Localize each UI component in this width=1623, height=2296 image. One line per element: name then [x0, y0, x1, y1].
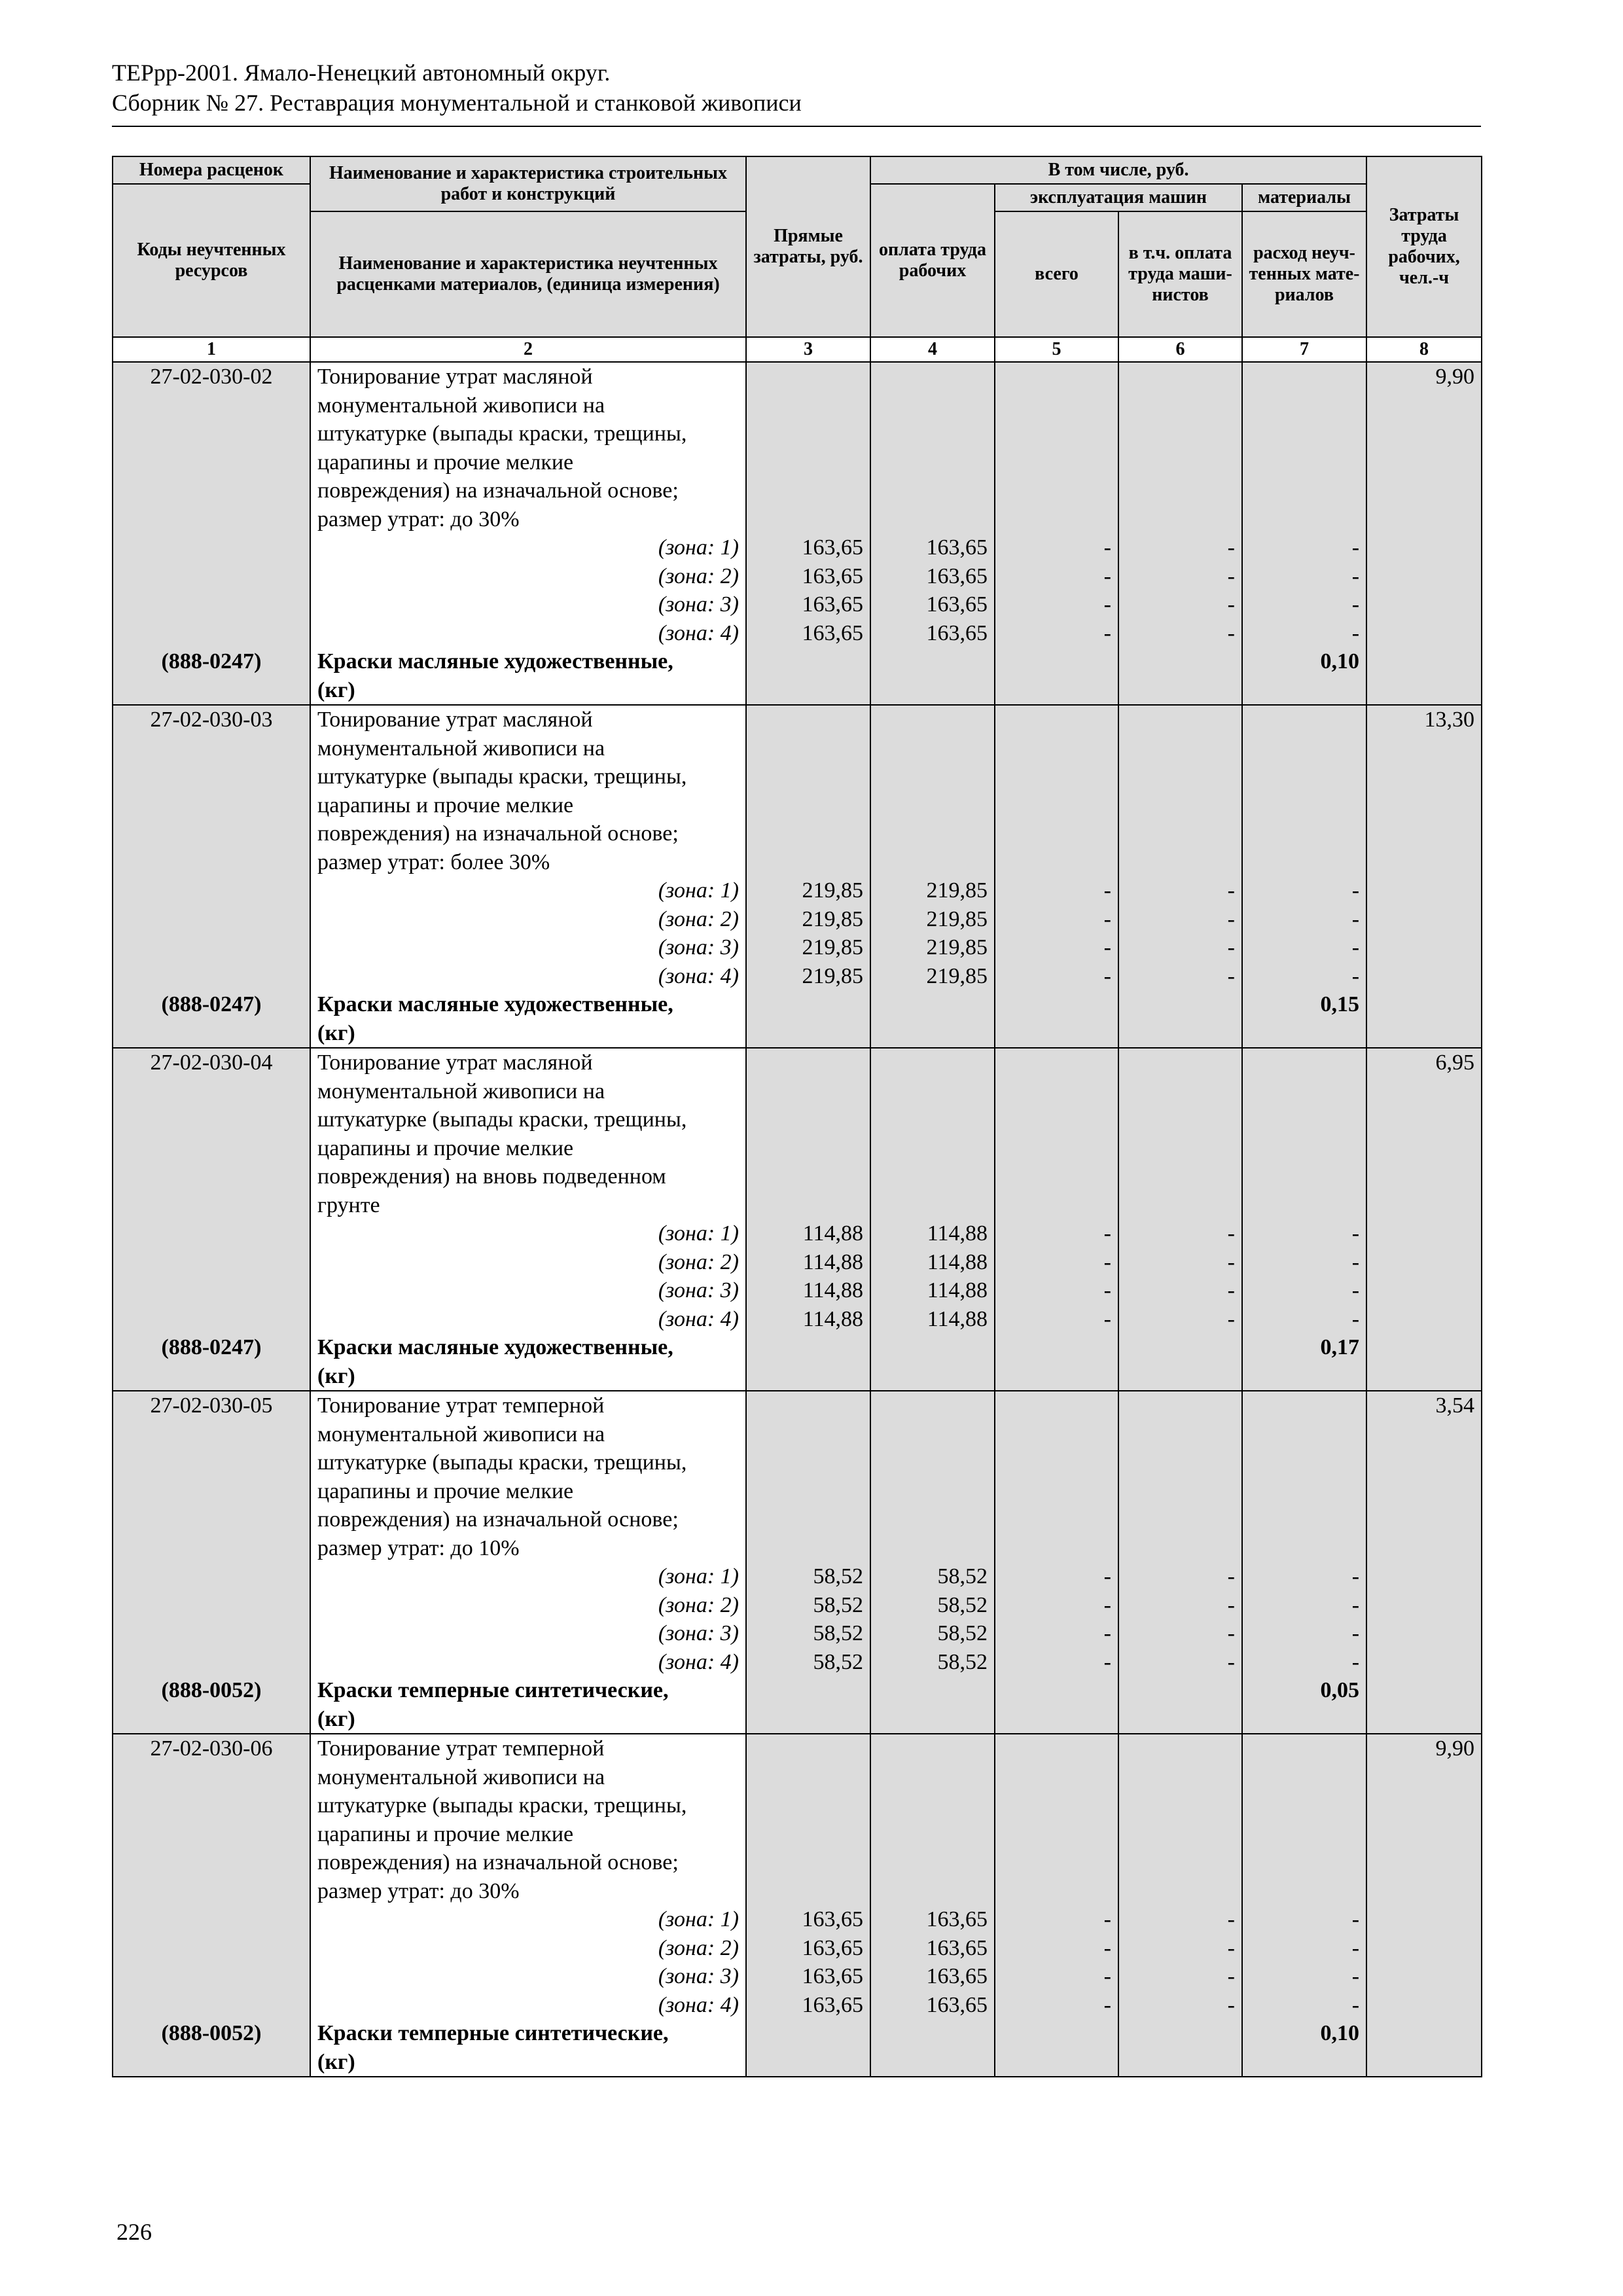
zone-direct-value: 163,65 — [802, 1964, 863, 1988]
resource-code: (888-0247) — [161, 649, 262, 673]
labor-costs-cell — [1366, 1734, 1482, 2077]
column-number: 5 — [995, 337, 1118, 362]
zone-label: (зона: 1) — [658, 1564, 739, 1588]
column-number: 4 — [870, 337, 995, 362]
rate-name-line: монументальной живописи на — [317, 393, 605, 418]
header-unaccounted-consumption: расход неуч-тенных мате-риалов — [1242, 211, 1366, 337]
header-code-title: Номера расценок — [113, 156, 310, 184]
zone-mat-value: - — [1351, 878, 1360, 903]
zone-mpay-value: - — [1227, 620, 1235, 645]
zone-mat-value: - — [1351, 1249, 1360, 1274]
resource-name-line: (кг) — [317, 1020, 355, 1045]
header-labor-pay: оплата труда рабочих — [870, 184, 995, 337]
zone-direct-value: 58,52 — [813, 1649, 863, 1674]
zone-mat-value: - — [1351, 1592, 1360, 1617]
zone-mach-value: - — [1103, 1564, 1111, 1588]
rate-name-line: размер утрат: до 10% — [317, 1535, 520, 1560]
rate-name-line: Тонирование утрат темперной — [317, 1393, 605, 1418]
header-rule — [112, 126, 1481, 127]
labor-costs-value: 9,90 — [1435, 365, 1475, 389]
zone-pay-value: 163,65 — [926, 592, 988, 617]
zone-direct-value: 163,65 — [802, 535, 863, 560]
zone-direct-value: 219,85 — [802, 906, 863, 931]
rate-name-line: повреждения) на вновь подведенном — [317, 1164, 666, 1189]
zone-mpay-value: - — [1227, 1221, 1235, 1246]
column-number: 7 — [1242, 337, 1366, 362]
resource-code: (888-0052) — [161, 1678, 262, 1702]
resource-qty: 0,10 — [1320, 2021, 1360, 2045]
zone-label: (зона: 2) — [658, 1592, 739, 1617]
zone-mpay-value: - — [1227, 1306, 1235, 1331]
zone-mat-value: - — [1351, 1649, 1360, 1674]
rate-name-line: Тонирование утрат масляной — [317, 1050, 593, 1075]
zone-direct-value: 58,52 — [813, 1564, 863, 1588]
machinist-pay-cell — [1118, 1391, 1242, 1734]
column-numbers-row — [113, 337, 1482, 362]
zone-direct-value: 219,85 — [802, 935, 863, 960]
rate-name-line: размер утрат: до 30% — [317, 507, 520, 531]
zone-mat-value: - — [1351, 1621, 1360, 1645]
header-labor-costs: Затраты труда рабочих, чел.-ч — [1366, 156, 1482, 337]
zone-direct-value: 163,65 — [802, 620, 863, 645]
resource-code: (888-0052) — [161, 2021, 262, 2045]
materials-cell — [1242, 1734, 1366, 2077]
zone-mat-value: - — [1351, 1907, 1360, 1931]
header-resource-codes: Коды неучтенных ресурсов — [113, 184, 310, 337]
column-number: 6 — [1118, 337, 1242, 362]
zone-mat-value: - — [1351, 1564, 1360, 1588]
resource-name-line: Краски темперные синтетические, — [317, 2021, 669, 2045]
header-machinist-pay: в т.ч. оплата труда маши-нистов — [1118, 211, 1242, 337]
rate-name-line: Тонирование утрат темперной — [317, 1736, 605, 1761]
zone-mpay-value: - — [1227, 1564, 1235, 1588]
zone-pay-value: 163,65 — [926, 564, 988, 588]
zone-mat-value: - — [1351, 1992, 1360, 2017]
zone-mpay-value: - — [1227, 1592, 1235, 1617]
zone-mach-value: - — [1103, 1907, 1111, 1931]
zone-direct-value: 163,65 — [802, 564, 863, 588]
rate-code-cell — [113, 1734, 310, 2077]
zone-mpay-value: - — [1227, 963, 1235, 988]
rate-row — [113, 1734, 1482, 2077]
zone-mat-value: - — [1351, 564, 1360, 588]
zone-mach-value: - — [1103, 1621, 1111, 1645]
resource-name-line: Краски масляные художественные, — [317, 992, 673, 1016]
zone-pay-value: 114,88 — [927, 1221, 988, 1246]
machinist-pay-cell — [1118, 1734, 1242, 2077]
rate-name-line: царапины и прочие мелкие — [317, 1479, 574, 1503]
resource-qty: 0,15 — [1320, 992, 1360, 1016]
rate-name-line: монументальной живописи на — [317, 736, 605, 761]
rate-name-line: монументальной живописи на — [317, 1422, 605, 1446]
header-materials: материалы — [1242, 184, 1366, 211]
zone-mat-value: - — [1351, 535, 1360, 560]
rate-name-line: штукатурке (выпады краски, трещины, — [317, 1450, 687, 1475]
machinist-pay-cell — [1118, 1048, 1242, 1391]
zone-label: (зона: 1) — [658, 878, 739, 903]
zone-label: (зона: 2) — [658, 564, 739, 588]
labor-costs-value: 6,95 — [1435, 1050, 1475, 1075]
zone-label: (зона: 4) — [658, 1649, 739, 1674]
direct-costs-cell — [746, 705, 870, 1048]
rate-code-cell — [113, 705, 310, 1048]
zone-mach-value: - — [1103, 1649, 1111, 1674]
zone-mpay-value: - — [1227, 592, 1235, 617]
zone-direct-value: 163,65 — [802, 1907, 863, 1931]
rate-name-line: Тонирование утрат масляной — [317, 365, 593, 389]
zone-label: (зона: 1) — [658, 535, 739, 560]
rate-name-line: царапины и прочие мелкие — [317, 1821, 574, 1846]
zone-mat-value: - — [1351, 1306, 1360, 1331]
rate-row — [113, 1391, 1482, 1734]
zone-mach-value: - — [1103, 592, 1111, 617]
resource-code: (888-0247) — [161, 1335, 262, 1359]
zone-mat-value: - — [1351, 1935, 1360, 1960]
rate-name-cell — [310, 1734, 746, 2077]
resource-code: (888-0247) — [161, 992, 262, 1016]
header-including: В том числе, руб. — [870, 156, 1366, 184]
labor-pay-cell — [870, 705, 995, 1048]
zone-mach-value: - — [1103, 1992, 1111, 2017]
zone-label: (зона: 3) — [658, 1278, 739, 1302]
machines-total-cell — [995, 1734, 1118, 2077]
zone-mpay-value: - — [1227, 1621, 1235, 1645]
rate-row — [113, 705, 1482, 1048]
labor-costs-value: 9,90 — [1435, 1736, 1475, 1761]
resource-qty: 0,17 — [1320, 1335, 1360, 1359]
labor-pay-cell — [870, 362, 995, 705]
zone-pay-value: 163,65 — [926, 1935, 988, 1960]
zone-mach-value: - — [1103, 1964, 1111, 1988]
rate-row — [113, 1048, 1482, 1391]
table-header — [113, 156, 1482, 362]
zone-label: (зона: 3) — [658, 592, 739, 617]
rate-name-line: размер утрат: более 30% — [317, 850, 550, 874]
rate-name-line: повреждения) на изначальной основе; — [317, 1850, 679, 1874]
resource-name-line: (кг) — [317, 2049, 355, 2074]
resource-name-line: (кг) — [317, 677, 355, 702]
zone-pay-value: 114,88 — [927, 1249, 988, 1274]
zone-pay-value: 163,65 — [926, 535, 988, 560]
zone-mpay-value: - — [1227, 1935, 1235, 1960]
rate-name-line: повреждения) на изначальной основе; — [317, 478, 679, 503]
materials-cell — [1242, 362, 1366, 705]
zone-mpay-value: - — [1227, 1964, 1235, 1988]
machinist-pay-cell — [1118, 362, 1242, 705]
rate-code: 27-02-030-05 — [150, 1393, 273, 1418]
materials-cell — [1242, 1391, 1366, 1734]
zone-mach-value: - — [1103, 878, 1111, 903]
rate-name-line: царапины и прочие мелкие — [317, 1136, 574, 1160]
header-resource-names: Наименование и характеристика неучтенных расценками материалов, (единица измерения) — [310, 211, 746, 337]
machines-total-cell — [995, 705, 1118, 1048]
zone-mpay-value: - — [1227, 1278, 1235, 1302]
rate-name-line: Тонирование утрат масляной — [317, 708, 593, 732]
zone-direct-value: 114,88 — [802, 1278, 863, 1302]
zone-mpay-value: - — [1227, 878, 1235, 903]
labor-costs-value: 3,54 — [1435, 1393, 1475, 1418]
zone-direct-value: 114,88 — [802, 1249, 863, 1274]
zone-pay-value: 58,52 — [937, 1621, 988, 1645]
zone-label: (зона: 3) — [658, 1964, 739, 1988]
resource-name-line: (кг) — [317, 1363, 355, 1388]
zone-mach-value: - — [1103, 1249, 1111, 1274]
column-number: 3 — [746, 337, 870, 362]
zone-mpay-value: - — [1227, 1992, 1235, 2017]
rate-name-cell — [310, 705, 746, 1048]
rate-code-cell — [113, 362, 310, 705]
rate-code: 27-02-030-04 — [150, 1050, 273, 1075]
machinist-pay-cell — [1118, 705, 1242, 1048]
zone-direct-value: 163,65 — [802, 1992, 863, 2017]
direct-costs-cell — [746, 1734, 870, 2077]
zone-pay-value: 114,88 — [927, 1306, 988, 1331]
table-body — [113, 362, 1482, 2077]
zone-mpay-value: - — [1227, 1649, 1235, 1674]
rate-name-line: монументальной живописи на — [317, 1079, 605, 1103]
running-header — [112, 58, 1481, 118]
zone-pay-value: 114,88 — [927, 1278, 988, 1302]
zone-direct-value: 58,52 — [813, 1621, 863, 1645]
resource-name-line: (кг) — [317, 1706, 355, 1731]
zone-pay-value: 58,52 — [937, 1564, 988, 1588]
column-number: 1 — [113, 337, 310, 362]
zone-mat-value: - — [1351, 620, 1360, 645]
materials-cell — [1242, 1048, 1366, 1391]
zone-mpay-value: - — [1227, 1907, 1235, 1931]
zone-mach-value: - — [1103, 1306, 1111, 1331]
column-number: 8 — [1366, 337, 1482, 362]
direct-costs-cell — [746, 1391, 870, 1734]
rate-name-cell — [310, 1391, 746, 1734]
resource-name-line: Краски масляные художественные, — [317, 649, 673, 673]
zone-direct-value: 114,88 — [802, 1306, 863, 1331]
rate-name-cell — [310, 362, 746, 705]
header-collection-title: ТЕРрр-2001. Ямало-Ненецкий автономный округ. — [112, 60, 611, 86]
zone-label: (зона: 4) — [658, 1992, 739, 2017]
rate-name-line: штукатурке (выпады краски, трещины, — [317, 1793, 687, 1818]
labor-pay-cell — [870, 1048, 995, 1391]
header-machines: эксплуатация машин — [995, 184, 1242, 211]
header-name-title: Наименование и характеристика строительных работ и конструкций — [310, 156, 746, 211]
direct-costs-cell — [746, 362, 870, 705]
zone-direct-value: 163,65 — [802, 1935, 863, 1960]
direct-costs-cell — [746, 1048, 870, 1391]
zone-direct-value: 219,85 — [802, 878, 863, 903]
zone-mach-value: - — [1103, 1935, 1111, 1960]
labor-costs-cell — [1366, 705, 1482, 1048]
rate-name-line: повреждения) на изначальной основе; — [317, 1507, 679, 1532]
zone-pay-value: 163,65 — [926, 1907, 988, 1931]
zone-mat-value: - — [1351, 1221, 1360, 1246]
zone-mat-value: - — [1351, 1964, 1360, 1988]
zone-pay-value: 58,52 — [937, 1592, 988, 1617]
rate-code-cell — [113, 1391, 310, 1734]
zone-label: (зона: 2) — [658, 906, 739, 931]
zone-pay-value: 219,85 — [926, 906, 988, 931]
zone-direct-value: 58,52 — [813, 1592, 863, 1617]
labor-costs-cell — [1366, 362, 1482, 705]
zone-mach-value: - — [1103, 1592, 1111, 1617]
rate-row — [113, 362, 1482, 705]
zone-pay-value: 163,65 — [926, 620, 988, 645]
labor-pay-cell — [870, 1391, 995, 1734]
zone-mach-value: - — [1103, 906, 1111, 931]
resource-name-line: Краски темперные синтетические, — [317, 1678, 669, 1702]
labor-costs-cell — [1366, 1391, 1482, 1734]
zone-mat-value: - — [1351, 592, 1360, 617]
zone-label: (зона: 1) — [658, 1221, 739, 1246]
rate-name-line: грунте — [317, 1193, 380, 1217]
zone-pay-value: 219,85 — [926, 963, 988, 988]
zone-mpay-value: - — [1227, 564, 1235, 588]
labor-costs-cell — [1366, 1048, 1482, 1391]
rate-name-line: повреждения) на изначальной основе; — [317, 821, 679, 846]
rate-name-line: штукатурке (выпады краски, трещины, — [317, 422, 687, 446]
zone-mach-value: - — [1103, 1221, 1111, 1246]
header-section-title: Сборник № 27. Реставрация монументальной и станковой живописи — [112, 90, 802, 116]
rate-name-cell — [310, 1048, 746, 1391]
page-number: 226 — [116, 2219, 152, 2245]
zone-mat-value: - — [1351, 935, 1360, 960]
zone-label: (зона: 3) — [658, 935, 739, 960]
labor-costs-value: 13,30 — [1424, 708, 1475, 732]
zone-label: (зона: 1) — [658, 1907, 739, 1931]
zone-mpay-value: - — [1227, 535, 1235, 560]
zone-label: (зона: 2) — [658, 1935, 739, 1960]
zone-label: (зона: 3) — [658, 1621, 739, 1645]
rate-code: 27-02-030-03 — [150, 708, 273, 732]
resource-name-line: Краски масляные художественные, — [317, 1335, 673, 1359]
zone-mach-value: - — [1103, 564, 1111, 588]
zone-pay-value: 163,65 — [926, 1964, 988, 1988]
rate-name-line: размер утрат: до 30% — [317, 1878, 520, 1903]
resource-qty: 0,05 — [1320, 1678, 1360, 1702]
zone-mach-value: - — [1103, 535, 1111, 560]
rate-name-line: царапины и прочие мелкие — [317, 450, 574, 475]
zone-pay-value: 219,85 — [926, 935, 988, 960]
zone-label: (зона: 2) — [658, 1249, 739, 1274]
zone-mach-value: - — [1103, 935, 1111, 960]
zone-mat-value: - — [1351, 963, 1360, 988]
rate-name-line: монументальной живописи на — [317, 1765, 605, 1789]
zone-direct-value: 114,88 — [802, 1221, 863, 1246]
resource-qty: 0,10 — [1320, 649, 1360, 673]
zone-mach-value: - — [1103, 963, 1111, 988]
header-direct-costs: Прямые затраты, руб. — [746, 156, 870, 337]
rate-code-cell — [113, 1048, 310, 1391]
machines-total-cell — [995, 1391, 1118, 1734]
rate-name-line: штукатурке (выпады краски, трещины, — [317, 1107, 687, 1132]
zone-label: (зона: 4) — [658, 620, 739, 645]
zone-mach-value: - — [1103, 1278, 1111, 1302]
zone-mat-value: - — [1351, 906, 1360, 931]
zone-direct-value: 219,85 — [802, 963, 863, 988]
header-machines-total: всего — [995, 211, 1118, 337]
machines-total-cell — [995, 1048, 1118, 1391]
labor-pay-cell — [870, 1734, 995, 2077]
zone-pay-value: 219,85 — [926, 878, 988, 903]
rate-code: 27-02-030-06 — [150, 1736, 273, 1761]
zone-mat-value: - — [1351, 1278, 1360, 1302]
zone-pay-value: 163,65 — [926, 1992, 988, 2017]
zone-label: (зона: 4) — [658, 1306, 739, 1331]
materials-cell — [1242, 705, 1366, 1048]
machines-total-cell — [995, 362, 1118, 705]
zone-mach-value: - — [1103, 620, 1111, 645]
zone-pay-value: 58,52 — [937, 1649, 988, 1674]
zone-direct-value: 163,65 — [802, 592, 863, 617]
zone-mpay-value: - — [1227, 906, 1235, 931]
zone-label: (зона: 4) — [658, 963, 739, 988]
rate-name-line: царапины и прочие мелкие — [317, 793, 574, 817]
rate-name-line: штукатурке (выпады краски, трещины, — [317, 764, 687, 789]
zone-mpay-value: - — [1227, 1249, 1235, 1274]
zone-mpay-value: - — [1227, 935, 1235, 960]
rate-code: 27-02-030-02 — [150, 365, 273, 389]
column-number: 2 — [310, 337, 746, 362]
rates-table — [112, 156, 1482, 2077]
